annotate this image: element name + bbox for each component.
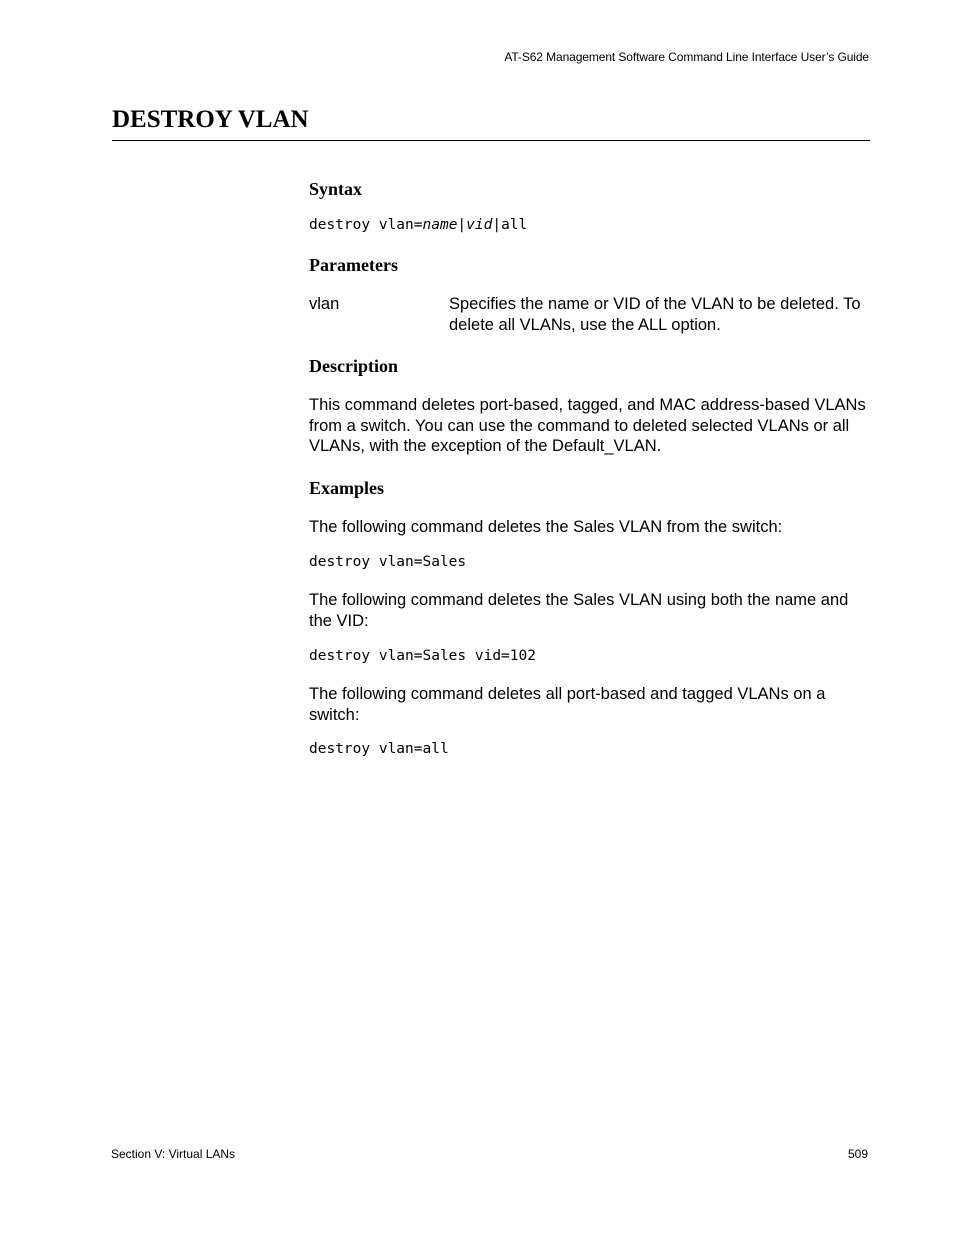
example-text: The following command deletes the Sales VLAN from the switch:	[309, 518, 783, 536]
example-code: destroy vlan=all	[309, 741, 449, 757]
page-title: DESTROY VLAN	[112, 106, 309, 133]
examples-heading: Examples	[309, 478, 385, 498]
example-text: The following command deletes all port-based and tagged VLANs on a switch:	[309, 685, 826, 724]
parameters-heading: Parameters	[309, 255, 398, 275]
description-text: This command deletes port-based, tagged, and MAC address-based VLANs from a switch. You can use the command to deleted selected VLANs or all VLANs, with the exception of the Default_VLAN.	[309, 396, 866, 455]
description-heading: Description	[309, 356, 398, 376]
syntax-arg-all: all	[501, 217, 528, 233]
syntax-separator: |	[457, 217, 467, 233]
syntax-separator: |	[492, 217, 502, 233]
footer-section-label: Section V: Virtual LANs	[111, 1147, 236, 1161]
example-text: The following command deletes the Sales VLAN using both the name and the VID:	[309, 591, 849, 630]
example-code: destroy vlan=Sales vid=102	[309, 648, 536, 664]
syntax-arg-vid: vid	[466, 217, 493, 233]
footer-page-number: 509	[847, 1147, 868, 1161]
running-header: AT-S62 Management Software Command Line Interface User’s Guide	[504, 50, 869, 64]
parameter-name: vlan	[309, 295, 340, 313]
parameter-description: Specifies the name or VID of the VLAN to be deleted. To delete all VLANs, use the ALL option.	[449, 295, 861, 334]
example-code: destroy vlan=Sales	[309, 554, 467, 570]
syntax-command	[309, 217, 527, 233]
syntax-command-prefix: destroy vlan=	[309, 217, 423, 233]
title-rule	[112, 140, 870, 141]
syntax-arg-name: name	[422, 217, 458, 233]
syntax-heading: Syntax	[309, 179, 363, 199]
